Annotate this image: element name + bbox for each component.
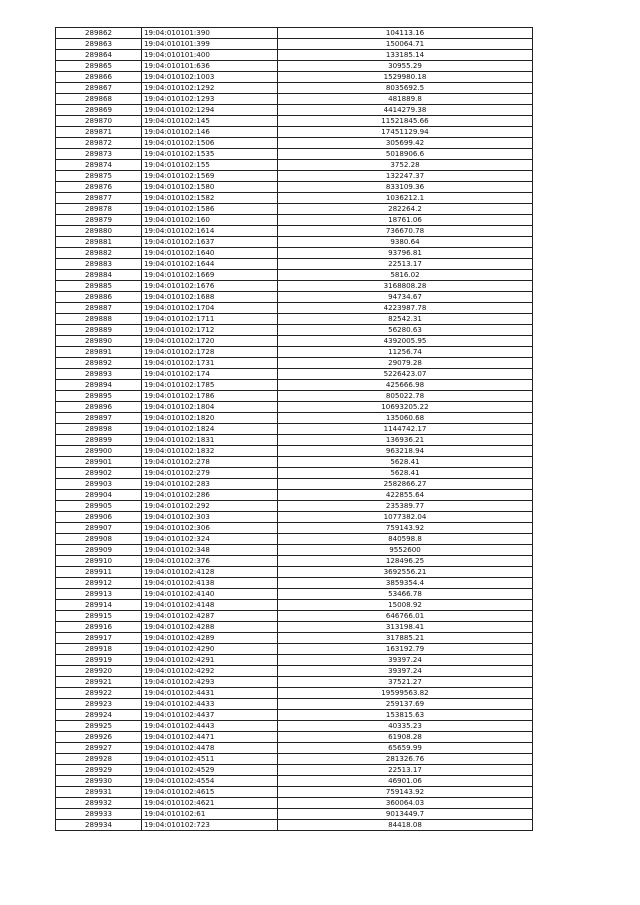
cadastral-number-cell: 19:04:010102:1292 <box>142 83 278 94</box>
cadastral-number-cell: 19:04:010102:4287 <box>142 611 278 622</box>
row-number-cell: 289900 <box>56 446 142 457</box>
amount-cell: 56280.63 <box>278 325 533 336</box>
table-row <box>56 413 533 424</box>
row-number-cell: 289908 <box>56 534 142 545</box>
table-row <box>56 325 533 336</box>
row-number-cell: 289911 <box>56 567 142 578</box>
cadastral-number-cell: 19:04:010102:1506 <box>142 138 278 149</box>
cadastral-number-cell: 19:04:010102:4437 <box>142 710 278 721</box>
table-row <box>56 270 533 281</box>
table-row <box>56 303 533 314</box>
table-row <box>56 655 533 666</box>
table-row <box>56 677 533 688</box>
table-row <box>56 127 533 138</box>
cadastral-number-cell: 19:04:010102:4293 <box>142 677 278 688</box>
row-number-cell: 289883 <box>56 259 142 270</box>
cadastral-number-cell: 19:04:010102:1824 <box>142 424 278 435</box>
row-number-cell: 289870 <box>56 116 142 127</box>
row-number-cell: 289873 <box>56 149 142 160</box>
table-row <box>56 39 533 50</box>
amount-cell: 19599563.82 <box>278 688 533 699</box>
table-row <box>56 468 533 479</box>
cadastral-number-cell: 19:04:010102:61 <box>142 809 278 820</box>
row-number-cell: 289892 <box>56 358 142 369</box>
row-number-cell: 289922 <box>56 688 142 699</box>
cadastral-number-cell: 19:04:010102:1569 <box>142 171 278 182</box>
cadastral-number-cell: 19:04:010102:4443 <box>142 721 278 732</box>
row-number-cell: 289867 <box>56 83 142 94</box>
row-number-cell: 289924 <box>56 710 142 721</box>
amount-cell: 805022.78 <box>278 391 533 402</box>
table-row <box>56 666 533 677</box>
table-row <box>56 347 533 358</box>
table-row <box>56 699 533 710</box>
table-row <box>56 182 533 193</box>
table-row <box>56 765 533 776</box>
row-number-cell: 289876 <box>56 182 142 193</box>
cadastral-number-cell: 19:04:010102:1731 <box>142 358 278 369</box>
row-number-cell: 289864 <box>56 50 142 61</box>
amount-cell: 4392005.95 <box>278 336 533 347</box>
amount-cell: 53466.78 <box>278 589 533 600</box>
table-row <box>56 435 533 446</box>
cadastral-number-cell: 19:04:010102:723 <box>142 820 278 831</box>
cadastral-number-cell: 19:04:010102:4148 <box>142 600 278 611</box>
amount-cell: 281326.76 <box>278 754 533 765</box>
cadastral-number-cell: 19:04:010101:390 <box>142 28 278 39</box>
cadastral-number-cell: 19:04:010101:399 <box>142 39 278 50</box>
row-number-cell: 289918 <box>56 644 142 655</box>
amount-cell: 22513.17 <box>278 765 533 776</box>
amount-cell: 40335.23 <box>278 721 533 732</box>
table-row <box>56 688 533 699</box>
cadastral-number-cell: 19:04:010101:400 <box>142 50 278 61</box>
amount-cell: 282264.2 <box>278 204 533 215</box>
cadastral-number-cell: 19:04:010102:4554 <box>142 776 278 787</box>
row-number-cell: 289913 <box>56 589 142 600</box>
row-number-cell: 289862 <box>56 28 142 39</box>
table-row <box>56 787 533 798</box>
amount-cell: 313198.41 <box>278 622 533 633</box>
row-number-cell: 289891 <box>56 347 142 358</box>
table-row <box>56 501 533 512</box>
amount-cell: 1144742.17 <box>278 424 533 435</box>
cadastral-number-cell: 19:04:010102:1786 <box>142 391 278 402</box>
amount-cell: 132247.37 <box>278 171 533 182</box>
amount-cell: 9552600 <box>278 545 533 556</box>
table-row <box>56 50 533 61</box>
table-row <box>56 72 533 83</box>
amount-cell: 5628.41 <box>278 468 533 479</box>
table-row <box>56 633 533 644</box>
row-number-cell: 289882 <box>56 248 142 259</box>
cadastral-number-cell: 19:04:010102:4621 <box>142 798 278 809</box>
table-row <box>56 721 533 732</box>
cadastral-number-cell: 19:04:010102:1688 <box>142 292 278 303</box>
cadastral-number-cell: 19:04:010102:283 <box>142 479 278 490</box>
table-row <box>56 259 533 270</box>
cadastral-number-cell: 19:04:010102:303 <box>142 512 278 523</box>
row-number-cell: 289871 <box>56 127 142 138</box>
amount-cell: 39397.24 <box>278 666 533 677</box>
row-number-cell: 289881 <box>56 237 142 248</box>
row-number-cell: 289919 <box>56 655 142 666</box>
table-row <box>56 710 533 721</box>
amount-cell: 1077382.04 <box>278 512 533 523</box>
cadastral-number-cell: 19:04:010102:1586 <box>142 204 278 215</box>
table-row <box>56 105 533 116</box>
table-row <box>56 556 533 567</box>
amount-cell: 11256.74 <box>278 347 533 358</box>
amount-cell: 93796.81 <box>278 248 533 259</box>
cadastral-number-cell: 19:04:010102:286 <box>142 490 278 501</box>
cadastral-number-cell: 19:04:010102:4288 <box>142 622 278 633</box>
row-number-cell: 289863 <box>56 39 142 50</box>
amount-cell: 9013449.7 <box>278 809 533 820</box>
row-number-cell: 289886 <box>56 292 142 303</box>
cadastral-number-cell: 19:04:010102:4128 <box>142 567 278 578</box>
row-number-cell: 289915 <box>56 611 142 622</box>
table-row <box>56 589 533 600</box>
row-number-cell: 289880 <box>56 226 142 237</box>
cadastral-number-cell: 19:04:010102:4290 <box>142 644 278 655</box>
amount-cell: 2582866.27 <box>278 479 533 490</box>
cadastral-number-cell: 19:04:010102:1580 <box>142 182 278 193</box>
cadastral-number-cell: 19:04:010102:4615 <box>142 787 278 798</box>
row-number-cell: 289885 <box>56 281 142 292</box>
amount-cell: 10693205.22 <box>278 402 533 413</box>
amount-cell: 5018906.6 <box>278 149 533 160</box>
table-row <box>56 138 533 149</box>
cadastral-number-cell: 19:04:010102:1728 <box>142 347 278 358</box>
amount-cell: 82542.31 <box>278 314 533 325</box>
amount-cell: 61908.28 <box>278 732 533 743</box>
amount-cell: 29079.28 <box>278 358 533 369</box>
row-number-cell: 289894 <box>56 380 142 391</box>
row-number-cell: 289897 <box>56 413 142 424</box>
cadastral-number-cell: 19:04:010102:155 <box>142 160 278 171</box>
table-row <box>56 600 533 611</box>
table-row <box>56 534 533 545</box>
amount-cell: 133185.14 <box>278 50 533 61</box>
cadastral-number-cell: 19:04:010102:1832 <box>142 446 278 457</box>
cadastral-number-cell: 19:04:010102:1294 <box>142 105 278 116</box>
row-number-cell: 289878 <box>56 204 142 215</box>
amount-cell: 1529980.18 <box>278 72 533 83</box>
table-row <box>56 193 533 204</box>
row-number-cell: 289909 <box>56 545 142 556</box>
row-number-cell: 289888 <box>56 314 142 325</box>
row-number-cell: 289930 <box>56 776 142 787</box>
row-number-cell: 289868 <box>56 94 142 105</box>
cadastral-number-cell: 19:04:010102:4140 <box>142 589 278 600</box>
amount-cell: 481889.8 <box>278 94 533 105</box>
table-row <box>56 490 533 501</box>
row-number-cell: 289910 <box>56 556 142 567</box>
row-number-cell: 289890 <box>56 336 142 347</box>
row-number-cell: 289898 <box>56 424 142 435</box>
amount-cell: 8035692.5 <box>278 83 533 94</box>
cadastral-number-cell: 19:04:010102:4511 <box>142 754 278 765</box>
row-number-cell: 289887 <box>56 303 142 314</box>
amount-cell: 30955.29 <box>278 61 533 72</box>
table-row <box>56 512 533 523</box>
table-row <box>56 545 533 556</box>
row-number-cell: 289929 <box>56 765 142 776</box>
table-row <box>56 28 533 39</box>
table-row <box>56 424 533 435</box>
table-row <box>56 479 533 490</box>
table-row <box>56 457 533 468</box>
table-row <box>56 380 533 391</box>
table-row <box>56 809 533 820</box>
row-number-cell: 289904 <box>56 490 142 501</box>
cadastral-number-cell: 19:04:010102:4431 <box>142 688 278 699</box>
amount-cell: 1036212.1 <box>278 193 533 204</box>
row-number-cell: 289907 <box>56 523 142 534</box>
cadastral-number-cell: 19:04:010102:278 <box>142 457 278 468</box>
cadastral-number-cell: 19:04:010102:1293 <box>142 94 278 105</box>
table-row <box>56 83 533 94</box>
row-number-cell: 289874 <box>56 160 142 171</box>
amount-cell: 136936.21 <box>278 435 533 446</box>
cadastral-number-cell: 19:04:010102:4292 <box>142 666 278 677</box>
table-row <box>56 160 533 171</box>
amount-cell: 3692556.21 <box>278 567 533 578</box>
row-number-cell: 289865 <box>56 61 142 72</box>
amount-cell: 963218.94 <box>278 446 533 457</box>
row-number-cell: 289916 <box>56 622 142 633</box>
amount-cell: 11521845.66 <box>278 116 533 127</box>
cadastral-number-cell: 19:04:010102:1669 <box>142 270 278 281</box>
row-number-cell: 289899 <box>56 435 142 446</box>
cadastral-number-cell: 19:04:010102:1582 <box>142 193 278 204</box>
row-number-cell: 289884 <box>56 270 142 281</box>
amount-cell: 39397.24 <box>278 655 533 666</box>
cadastral-number-cell: 19:04:010102:376 <box>142 556 278 567</box>
row-number-cell: 289923 <box>56 699 142 710</box>
amount-cell: 4414279.38 <box>278 105 533 116</box>
amount-cell: 104113.16 <box>278 28 533 39</box>
amount-cell: 15008.92 <box>278 600 533 611</box>
table-row <box>56 237 533 248</box>
table-row <box>56 644 533 655</box>
cadastral-number-cell: 19:04:010102:1785 <box>142 380 278 391</box>
row-number-cell: 289926 <box>56 732 142 743</box>
row-number-cell: 289877 <box>56 193 142 204</box>
cadastral-number-cell: 19:04:010102:4289 <box>142 633 278 644</box>
cadastral-number-cell: 19:04:010102:1644 <box>142 259 278 270</box>
row-number-cell: 289914 <box>56 600 142 611</box>
amount-cell: 305699.42 <box>278 138 533 149</box>
table-row <box>56 611 533 622</box>
amount-cell: 360064.03 <box>278 798 533 809</box>
cadastral-number-cell: 19:04:010102:1720 <box>142 336 278 347</box>
amount-cell: 833109.36 <box>278 182 533 193</box>
row-number-cell: 289932 <box>56 798 142 809</box>
row-number-cell: 289869 <box>56 105 142 116</box>
row-number-cell: 289931 <box>56 787 142 798</box>
table-row <box>56 94 533 105</box>
cadastral-number-cell: 19:04:010102:1711 <box>142 314 278 325</box>
amount-cell: 4223987.78 <box>278 303 533 314</box>
cadastral-number-cell: 19:04:010102:1640 <box>142 248 278 259</box>
row-number-cell: 289866 <box>56 72 142 83</box>
cadastral-number-cell: 19:04:010102:279 <box>142 468 278 479</box>
table-row <box>56 292 533 303</box>
table-row <box>56 226 533 237</box>
amount-cell: 94734.67 <box>278 292 533 303</box>
table-row <box>56 622 533 633</box>
cadastral-number-cell: 19:04:010102:160 <box>142 215 278 226</box>
cadastral-number-cell: 19:04:010102:1712 <box>142 325 278 336</box>
amount-cell: 22513.17 <box>278 259 533 270</box>
amount-cell: 5628.41 <box>278 457 533 468</box>
amount-cell: 135060.68 <box>278 413 533 424</box>
amount-cell: 259137.69 <box>278 699 533 710</box>
row-number-cell: 289905 <box>56 501 142 512</box>
row-number-cell: 289906 <box>56 512 142 523</box>
cadastral-number-cell: 19:04:010102:145 <box>142 116 278 127</box>
cadastral-number-cell: 19:04:010102:324 <box>142 534 278 545</box>
table-row <box>56 820 533 831</box>
amount-cell: 128496.25 <box>278 556 533 567</box>
cadastral-number-cell: 19:04:010102:292 <box>142 501 278 512</box>
row-number-cell: 289901 <box>56 457 142 468</box>
cadastral-number-cell: 19:04:010102:4478 <box>142 743 278 754</box>
table-row <box>56 358 533 369</box>
cadastral-number-cell: 19:04:010102:1804 <box>142 402 278 413</box>
row-number-cell: 289896 <box>56 402 142 413</box>
amount-cell: 84418.08 <box>278 820 533 831</box>
row-number-cell: 289927 <box>56 743 142 754</box>
row-number-cell: 289902 <box>56 468 142 479</box>
amount-cell: 37521.27 <box>278 677 533 688</box>
cadastral-number-cell: 19:04:010102:4138 <box>142 578 278 589</box>
cadastral-number-cell: 19:04:010102:348 <box>142 545 278 556</box>
table-row <box>56 171 533 182</box>
row-number-cell: 289928 <box>56 754 142 765</box>
cadastral-number-cell: 19:04:010102:1535 <box>142 149 278 160</box>
cadastral-number-cell: 19:04:010102:1637 <box>142 237 278 248</box>
amount-cell: 759143.92 <box>278 523 533 534</box>
table-body <box>56 28 533 831</box>
table-row <box>56 281 533 292</box>
cadastral-number-cell: 19:04:010101:636 <box>142 61 278 72</box>
row-number-cell: 289875 <box>56 171 142 182</box>
amount-cell: 3752.28 <box>278 160 533 171</box>
amount-cell: 5226423.07 <box>278 369 533 380</box>
table-row <box>56 754 533 765</box>
cadastral-number-cell: 19:04:010102:1003 <box>142 72 278 83</box>
row-number-cell: 289933 <box>56 809 142 820</box>
cadastral-number-cell: 19:04:010102:174 <box>142 369 278 380</box>
cadastral-number-cell: 19:04:010102:1676 <box>142 281 278 292</box>
row-number-cell: 289934 <box>56 820 142 831</box>
row-number-cell: 289925 <box>56 721 142 732</box>
amount-cell: 17451129.94 <box>278 127 533 138</box>
table-row <box>56 369 533 380</box>
row-number-cell: 289920 <box>56 666 142 677</box>
row-number-cell: 289889 <box>56 325 142 336</box>
table-row <box>56 204 533 215</box>
amount-cell: 736670.78 <box>278 226 533 237</box>
amount-cell: 9380.64 <box>278 237 533 248</box>
cadastral-number-cell: 19:04:010102:4433 <box>142 699 278 710</box>
table-row <box>56 314 533 325</box>
table-row <box>56 743 533 754</box>
table-row <box>56 248 533 259</box>
table-row <box>56 798 533 809</box>
amount-cell: 150064.71 <box>278 39 533 50</box>
table-row <box>56 391 533 402</box>
cadastral-number-cell: 19:04:010102:146 <box>142 127 278 138</box>
cadastral-number-cell: 19:04:010102:4291 <box>142 655 278 666</box>
table-row <box>56 776 533 787</box>
table-row <box>56 446 533 457</box>
table-row <box>56 116 533 127</box>
table-row <box>56 61 533 72</box>
amount-cell: 18761.06 <box>278 215 533 226</box>
table-row <box>56 215 533 226</box>
amount-cell: 425666.98 <box>278 380 533 391</box>
amount-cell: 317885.21 <box>278 633 533 644</box>
row-number-cell: 289893 <box>56 369 142 380</box>
amount-cell: 153815.63 <box>278 710 533 721</box>
cadastral-number-cell: 19:04:010102:1820 <box>142 413 278 424</box>
table-row <box>56 402 533 413</box>
amount-cell: 3168808.28 <box>278 281 533 292</box>
table-row <box>56 567 533 578</box>
row-number-cell: 289879 <box>56 215 142 226</box>
amount-cell: 235389.77 <box>278 501 533 512</box>
amount-cell: 840598.8 <box>278 534 533 545</box>
row-number-cell: 289917 <box>56 633 142 644</box>
table-row <box>56 523 533 534</box>
cadastral-number-cell: 19:04:010102:306 <box>142 523 278 534</box>
cadastral-number-cell: 19:04:010102:1704 <box>142 303 278 314</box>
row-number-cell: 289903 <box>56 479 142 490</box>
amount-cell: 759143.92 <box>278 787 533 798</box>
row-number-cell: 289895 <box>56 391 142 402</box>
row-number-cell: 289872 <box>56 138 142 149</box>
amount-cell: 46901.06 <box>278 776 533 787</box>
cadastral-number-cell: 19:04:010102:1831 <box>142 435 278 446</box>
table-row <box>56 149 533 160</box>
amount-cell: 646766.01 <box>278 611 533 622</box>
data-table <box>55 27 533 831</box>
amount-cell: 3859354.4 <box>278 578 533 589</box>
amount-cell: 65659.99 <box>278 743 533 754</box>
table-row <box>56 336 533 347</box>
cadastral-number-cell: 19:04:010102:1614 <box>142 226 278 237</box>
table-row <box>56 732 533 743</box>
row-number-cell: 289921 <box>56 677 142 688</box>
table-row <box>56 578 533 589</box>
amount-cell: 422855.64 <box>278 490 533 501</box>
row-number-cell: 289912 <box>56 578 142 589</box>
cadastral-number-cell: 19:04:010102:4529 <box>142 765 278 776</box>
cadastral-number-cell: 19:04:010102:4471 <box>142 732 278 743</box>
amount-cell: 163192.79 <box>278 644 533 655</box>
amount-cell: 5816.02 <box>278 270 533 281</box>
